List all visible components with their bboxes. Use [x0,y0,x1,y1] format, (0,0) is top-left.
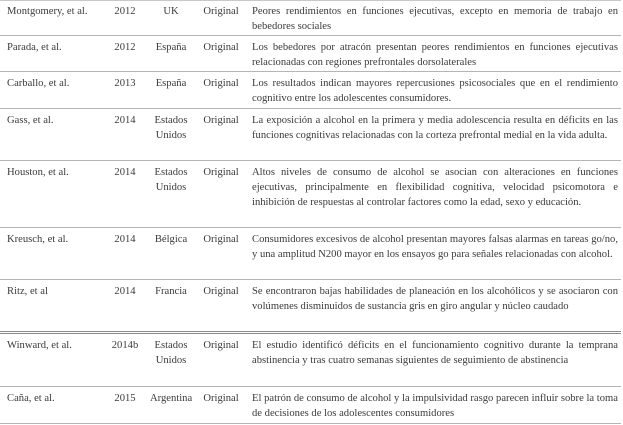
author-cell: Montgomery, et al. [7,6,88,17]
table-row [0,161,621,228]
country-cell: Bélgica [154,234,188,245]
type-cell: Original [203,78,239,89]
author-cell: Caña, et al. [7,393,55,404]
author-cell: Gass, et al. [7,115,54,126]
type-cell: Original [203,234,239,245]
type-cell: Original [203,167,239,178]
country-cell: Estados Unidos [154,167,188,193]
result-cell: El estudio identificó déficits en el funcionamiento cognitivo durante la temprana abstinencia y tras cuatro semanas siguientes de seguimiento de abstinencia [252,340,618,366]
type-cell: Original [203,286,239,297]
result-cell: Los bebedores por atracón presentan peores rendimientos en funciones ejecutivas relacionadas con regiones prefrontales dorsolaterales [252,42,618,68]
year-cell: 2014 [114,115,136,126]
result-cell: Los resultados indican mayores repercusiones psicosociales que en el rendimiento cognitivo entre los adolescentes consumidores. [252,78,618,104]
author-cell: Parada, et al. [7,42,62,53]
table-row [0,387,621,424]
country-cell: Estados Unidos [154,340,188,366]
table-row [0,72,621,109]
table-row [0,0,621,36]
result-cell: Se encontraron bajas habilidades de planeación en los alcohólicos y se asociaron con volúmenes disminuidos de sustancia gris en giro angular y núcleo caudado [252,286,618,312]
year-cell: 2014 [114,234,136,245]
year-cell: 2014b [111,340,139,351]
author-cell: Ritz, et al [7,286,48,297]
year-cell: 2012 [114,42,136,53]
country-cell: Estados Unidos [154,115,188,141]
year-cell: 2012 [114,6,136,17]
author-cell: Kreusch, et al. [7,234,69,245]
country-cell: España [155,78,187,89]
year-cell: 2013 [114,78,136,89]
table-row [0,334,621,387]
table-row [0,228,621,280]
result-cell: Altos niveles de consumo de alcohol se asocian con alteraciones en funciones ejecutivas, principalmente en flexibilidad cognitiva, velocidad psicomotora e inhibición de respuestas al controlar factores como la edad, sexo y educación. [252,167,618,208]
type-cell: Original [203,115,239,126]
type-cell: Original [203,340,239,351]
author-cell: Carballo, et al. [7,78,70,89]
result-cell: Consumidores excesivos de alcohol presentan mayores falsas alarmas en tareas go/no, y una amplitud N200 mayor en los ensayos go para señales relacionadas con alcohol. [252,234,618,260]
result-cell: La exposición a alcohol en la primera y media adolescencia resulta en déficits en las funciones cognitivas relacionadas con la corteza prefrontal medial en la vida adulta. [252,115,618,141]
table-row [0,109,621,161]
country-cell: Francia [155,286,187,297]
country-cell: Argentina [150,393,193,404]
result-cell: El patrón de consumo de alcohol y la impulsividad rasgo parecen influir sobre la toma de decisiones de los adolescentes consumidores [252,393,618,419]
country-cell: UK [163,6,179,17]
type-cell: Original [203,42,239,53]
type-cell: Original [203,6,239,17]
year-cell: 2014 [114,286,136,297]
year-cell: 2015 [114,393,136,404]
table-row [0,36,621,72]
table-row [0,280,621,334]
country-cell: España [155,42,187,53]
type-cell: Original [203,393,239,404]
author-cell: Houston, et al. [7,167,69,178]
year-cell: 2014 [114,167,136,178]
author-cell: Winward, et al. [7,340,72,351]
result-cell: Peores rendimientos en funciones ejecutivas, excepto en memoria de trabajo en bebedores sociales [252,6,618,32]
